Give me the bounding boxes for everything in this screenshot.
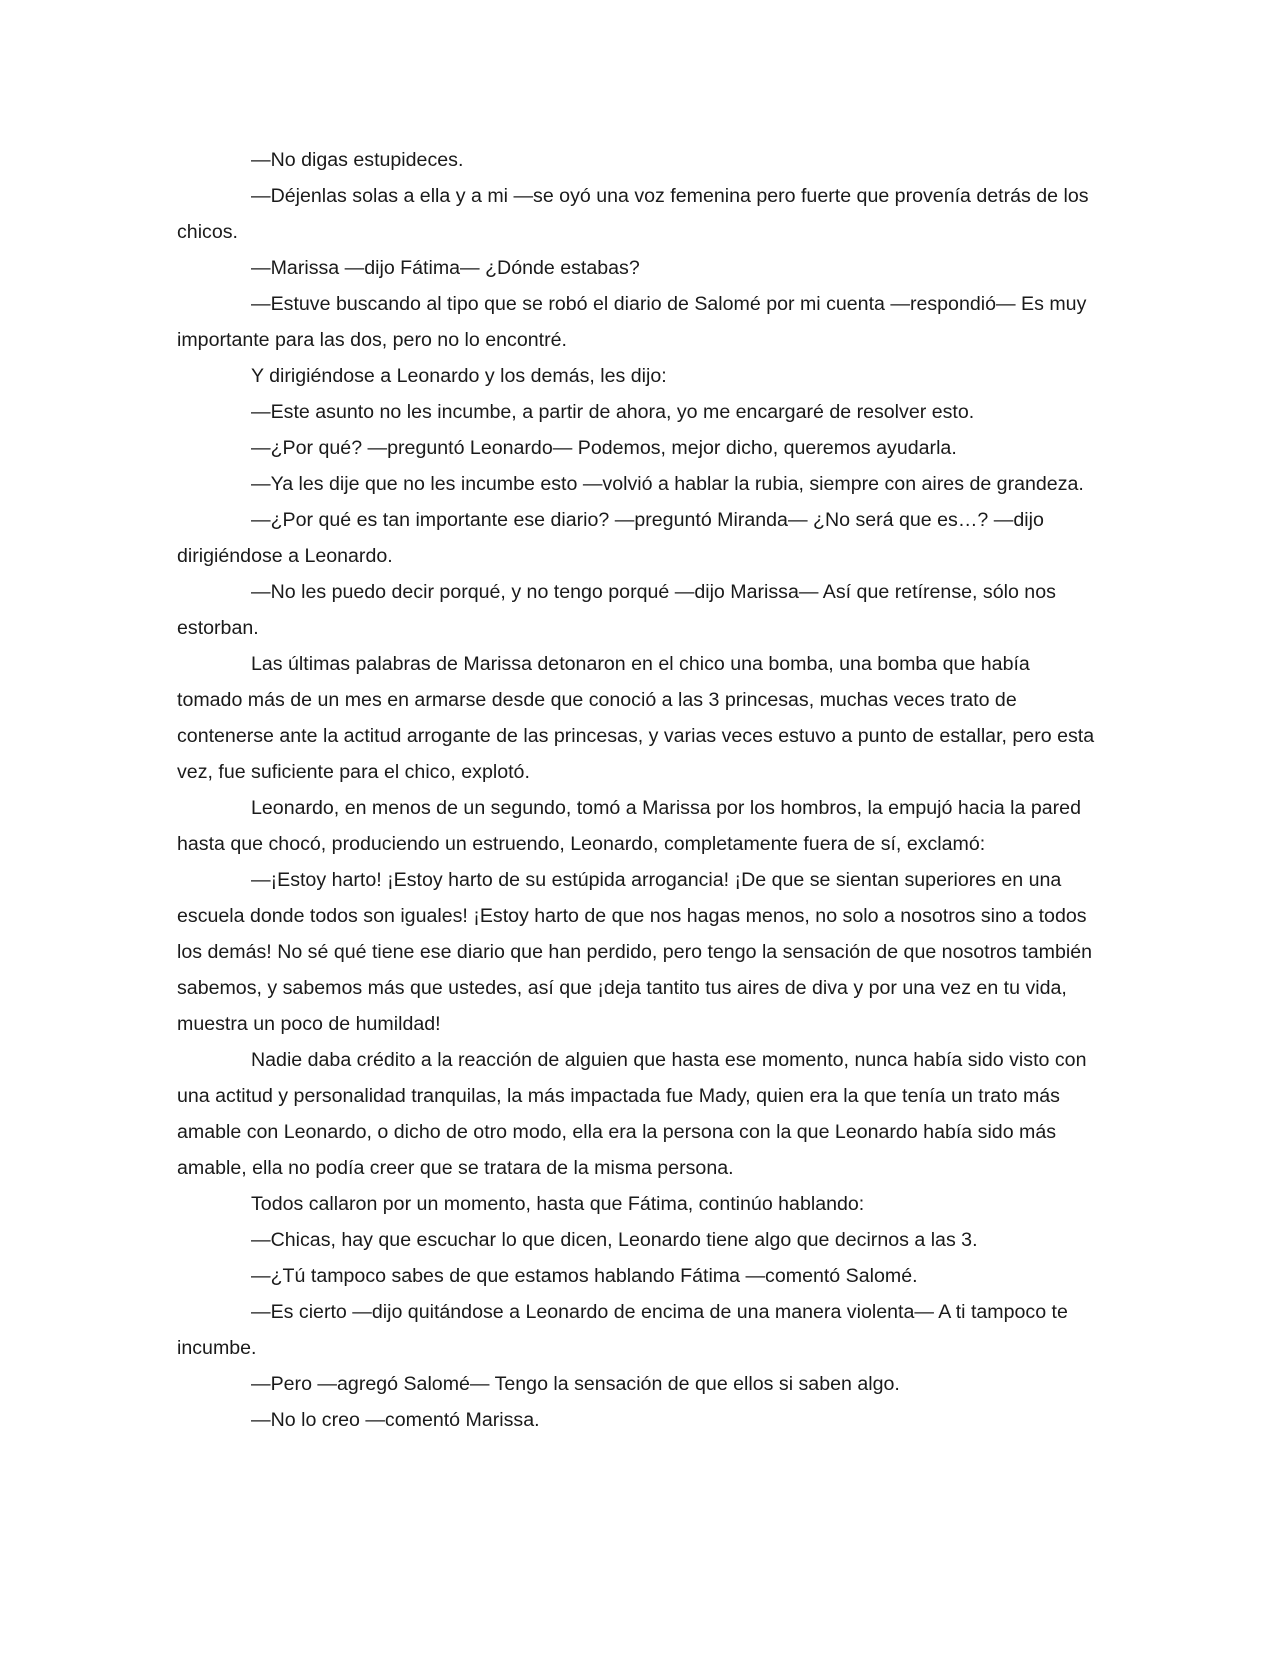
paragraph: Todos callaron por un momento, hasta que Fátima, continúo hablando: [251, 1193, 865, 1215]
paragraph: —No lo creo —comentó Marissa. [251, 1409, 540, 1431]
paragraph: —Este asunto no les incumbe, a partir de ahora, yo me encargaré de resolver esto. [251, 401, 975, 423]
paragraph: —¿Por qué es tan importante ese diario? —preguntó Miranda— ¿No será que es…? —dijo dirigiéndose a Leonardo. [177, 509, 1044, 567]
paragraph: Leonardo, en menos de un segundo, tomó a Marissa por los hombros, la empujó hacia la pared hasta que chocó, produciendo un estruendo, Leonardo, completamente fuera de sí, exclamó: [177, 797, 1081, 855]
paragraph: —No digas estupideces. [251, 149, 464, 171]
paragraph: —Estuve buscando al tipo que se robó el diario de Salomé por mi cuenta —respondió— Es muy importante para las dos, pero no lo encontré. [177, 293, 1087, 351]
paragraph: Nadie daba crédito a la reacción de alguien que hasta ese momento, nunca había sido visto con una actitud y personalidad tranquilas, la más impactada fue Mady, quien era la que tenía un trato más amable con Leonardo, o dicho de otro modo, ella era la persona con la que Leonardo había sido más amable, ella no podía creer que se tratara de la misma persona. [177, 1049, 1087, 1179]
paragraph: —¿Por qué? —preguntó Leonardo— Podemos, mejor dicho, queremos ayudarla. [251, 437, 957, 459]
paragraph: —Es cierto —dijo quitándose a Leonardo de encima de una manera violenta— A ti tampoco te incumbe. [177, 1301, 1068, 1359]
paragraph: —Marissa —dijo Fátima— ¿Dónde estabas? [251, 257, 640, 279]
paragraph: —Ya les dije que no les incumbe esto —volvió a hablar la rubia, siempre con aires de grandeza. [251, 473, 1084, 495]
paragraph: —Déjenlas solas a ella y a mi —se oyó una voz femenina pero fuerte que provenía detrás de los chicos. [177, 185, 1089, 243]
paragraph: —Chicas, hay que escuchar lo que dicen, Leonardo tiene algo que decirnos a las 3. [251, 1229, 978, 1251]
paragraph: —¿Tú tampoco sabes de que estamos hablando Fátima —comentó Salomé. [251, 1265, 918, 1287]
paragraph: Las últimas palabras de Marissa detonaron en el chico una bomba, una bomba que había tomado más de un mes en armarse desde que conoció a las 3 princesas, muchas veces trato de contenerse ante la actitud arrogante de las princesas, y varias veces estuvo a punto de estallar, pero esta vez, fue suficiente para el chico, explotó. [177, 653, 1095, 783]
body-text [177, 142, 1097, 1438]
paragraph: —¡Estoy harto! ¡Estoy harto de su estúpida arrogancia! ¡De que se sientan superiores en una escuela donde todos son iguales! ¡Estoy harto de que nos hagas menos, no solo a nosotros sino a todos los demás! No sé qué tiene ese diario que han perdido, pero tengo la sensación de que nosotros también sabemos, y sabemos más que ustedes, así que ¡deja tantito tus aires de diva y por una vez en tu vida, muestra un poco de humildad! [177, 869, 1092, 1035]
paragraph: —No les puedo decir porqué, y no tengo porqué —dijo Marissa— Así que retírense, sólo nos estorban. [177, 581, 1056, 639]
paragraph: —Pero —agregó Salomé— Tengo la sensación de que ellos si saben algo. [251, 1373, 900, 1395]
paragraph: Y dirigiéndose a Leonardo y los demás, les dijo: [251, 365, 667, 387]
